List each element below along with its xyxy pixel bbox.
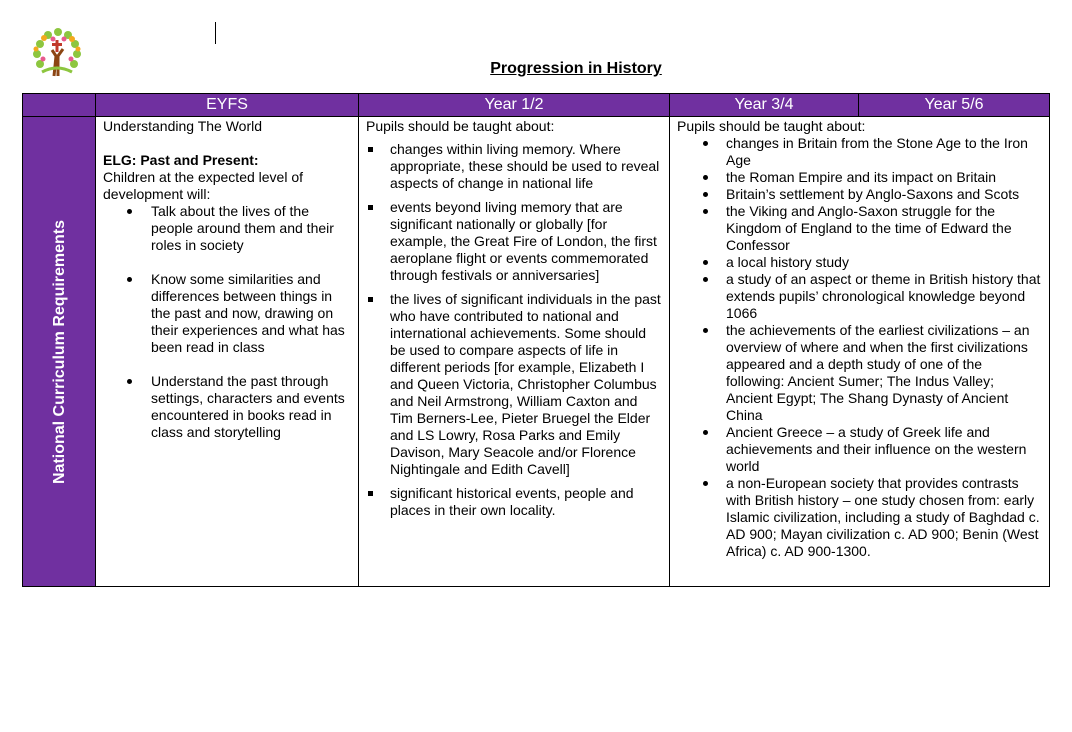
list-item: the achievements of the earliest civilizations – an overview of where and when the first civilizations appeared and a depth study of one of the following: Ancient Sumer; The Indus Valley; Ancient Egypt; The Shang Dynasty of Ancient China [726, 322, 1043, 424]
list-item: changes within living memory. Where appropriate, these should be used to reveal aspects of change in national life [366, 141, 663, 192]
list-item: Understand the past through settings, characters and events encountered in books read in class and storytelling [151, 373, 352, 441]
list-item: a local history study [726, 254, 1043, 271]
list-item: Talk about the lives of the people around them and their roles in society [151, 203, 352, 254]
eyfs-cell [96, 117, 359, 587]
text-cursor [215, 22, 216, 44]
year-3-6-list [677, 135, 1043, 560]
year-1-2-list [366, 141, 663, 519]
page-title: Progression in History [490, 60, 662, 77]
eyfs-intro: Children at the expected level of development will: [103, 169, 304, 202]
list-item: Britain’s settlement by Anglo-Saxons and Scots [726, 186, 1043, 203]
requirements-row [23, 117, 1050, 587]
header-row [23, 94, 1050, 117]
year-3-6-cell [670, 117, 1050, 587]
eyfs-elg-heading: ELG: Past and Present: [103, 152, 259, 168]
list-item: the Viking and Anglo-Saxon struggle for the Kingdom of England to the time of Edward the Confessor [726, 203, 1043, 254]
row-header-label: National Curriculum Requirements [50, 219, 68, 484]
row-header-cell [23, 117, 96, 587]
column-header-year-5-6: Year 5/6 [859, 94, 1050, 117]
list-item: changes in Britain from the Stone Age to the Iron Age [726, 135, 1043, 169]
eyfs-heading: Understanding The World [103, 118, 263, 134]
corner-cell [23, 94, 96, 117]
list-item: the lives of significant individuals in the past who have contributed to national and international achievements. Some should be used to compare aspects of life in different periods [for example, Elizabeth I and Queen Victoria, Christopher Columbus and Neil Armstrong, William Caxton and Tim Berners-Lee, Pieter Bruegel the Elder and LS Lowry, Rosa Parks and Emily Davison, Mary Seacole and/or Florence Nightingale and Edith Cavell] [366, 291, 663, 478]
column-header-year-3-4: Year 3/4 [670, 94, 859, 117]
list-item: the Roman Empire and its impact on Britain [726, 169, 1043, 186]
year-1-2-cell [359, 117, 670, 587]
list-item: a non-European society that provides contrasts with British history – one study chosen from: early Islamic civilization, including a study of Baghdad c. AD 900; Mayan civilization c. AD 900; Benin (West Africa) c. AD 900-1300. [726, 475, 1043, 560]
list-item: Know some similarities and differences between things in the past and now, drawing on their experiences and what has been read in class [151, 271, 352, 356]
list-item: events beyond living memory that are significant nationally or globally [for example, the Great Fire of London, the first aeroplane flight or events commemorated through festivals or anniversaries] [366, 199, 663, 284]
year-1-2-intro: Pupils should be taught about: [366, 118, 555, 134]
list-item: Ancient Greece – a study of Greek life and achievements and their influence on the western world [726, 424, 1043, 475]
list-item: a study of an aspect or theme in British history that extends pupils’ chronological knowledge beyond 1066 [726, 271, 1043, 322]
year-3-6-intro: Pupils should be taught about: [677, 118, 866, 134]
progression-table [22, 93, 1050, 587]
column-header-eyfs: EYFS [96, 94, 359, 117]
list-item: significant historical events, people and places in their own locality. [366, 485, 663, 519]
column-header-year-1-2: Year 1/2 [359, 94, 670, 117]
eyfs-list [103, 203, 352, 441]
